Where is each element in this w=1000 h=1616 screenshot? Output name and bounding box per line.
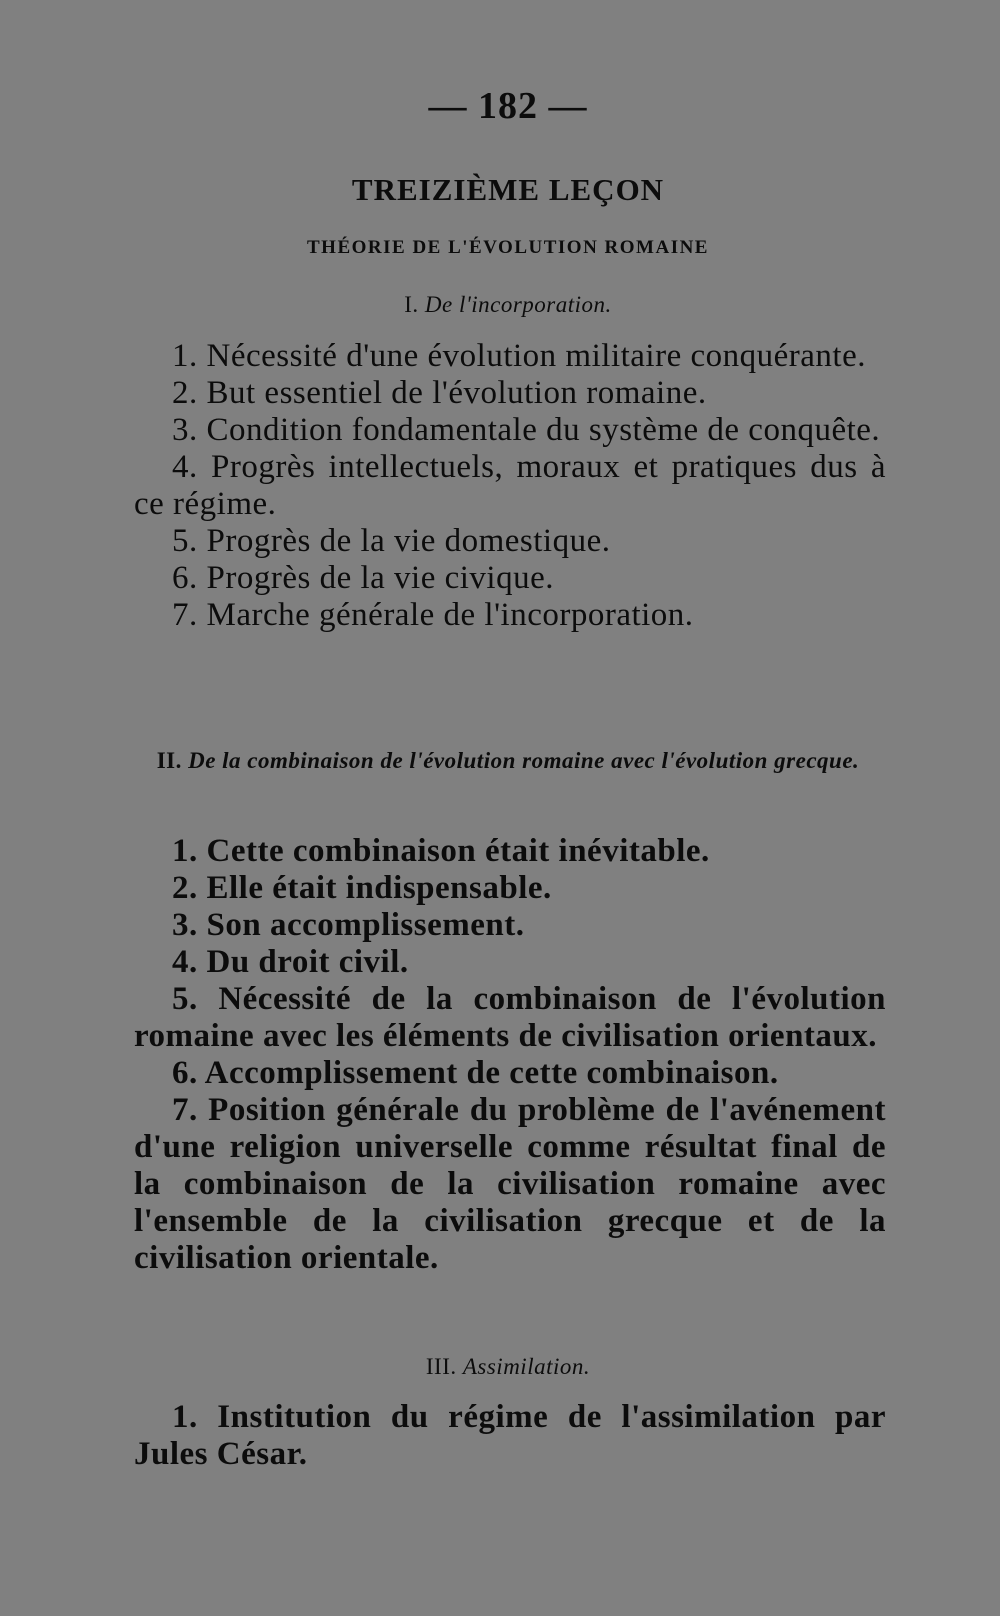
list-item: 3. Son accomplissement.	[172, 907, 525, 943]
section-heading-2	[0, 744, 1000, 778]
list-item: 6. Accomplissement de cette combinaison.	[172, 1055, 779, 1091]
list-item: 4. Progrès intellectuels, moraux et pratiques dus à ce régime.	[134, 449, 886, 522]
page-number: — 182 —	[428, 85, 588, 127]
list-item: 2. But essentiel de l'évolution romaine.	[172, 375, 707, 411]
list-item: 4. Du droit civil.	[172, 944, 409, 980]
section-number: II.	[156, 748, 182, 773]
lesson-subtitle: THÉORIE DE L'ÉVOLUTION ROMAINE	[307, 237, 709, 258]
list-item: 5. Nécessité de la combinaison de l'évolution romaine avec les éléments de civilisation orientaux.	[134, 981, 886, 1054]
section-2-items	[134, 833, 886, 1277]
section-title: De la combinaison de l'évolution romaine avec l'évolution grecque.	[188, 748, 860, 773]
list-item: 1. Nécessité d'une évolution militaire conquérante.	[172, 338, 866, 374]
list-item: 3. Condition fondamentale du système de conquête.	[172, 412, 881, 448]
list-item: 1. Cette combinaison était inévitable.	[172, 833, 710, 869]
list-item: 7. Position générale du problème de l'avénement d'une religion universelle comme résultat final de la combinaison de la civilisation romaine avec l'ensemble de la civilisation grecque et de la civilisation orientale.	[134, 1092, 886, 1276]
list-item: 5. Progrès de la vie domestique.	[172, 523, 611, 559]
section-3-items	[134, 1399, 886, 1473]
lesson-title: TREIZIÈME LEÇON	[351, 172, 665, 207]
list-item: 2. Elle était indispensable.	[172, 870, 552, 906]
section-title: Assimilation.	[462, 1354, 591, 1379]
section-title: De l'incorporation.	[424, 292, 612, 317]
section-number: I.	[404, 292, 419, 317]
list-item: 6. Progrès de la vie civique.	[172, 560, 554, 596]
section-number: III.	[425, 1354, 457, 1379]
section-1-items	[134, 338, 886, 634]
section-heading-3	[0, 1350, 1000, 1384]
list-item: 1. Institution du régime de l'assimilation par Jules César.	[134, 1399, 886, 1472]
list-item: 7. Marche générale de l'incorporation.	[172, 597, 694, 633]
section-heading-1	[0, 288, 1000, 322]
